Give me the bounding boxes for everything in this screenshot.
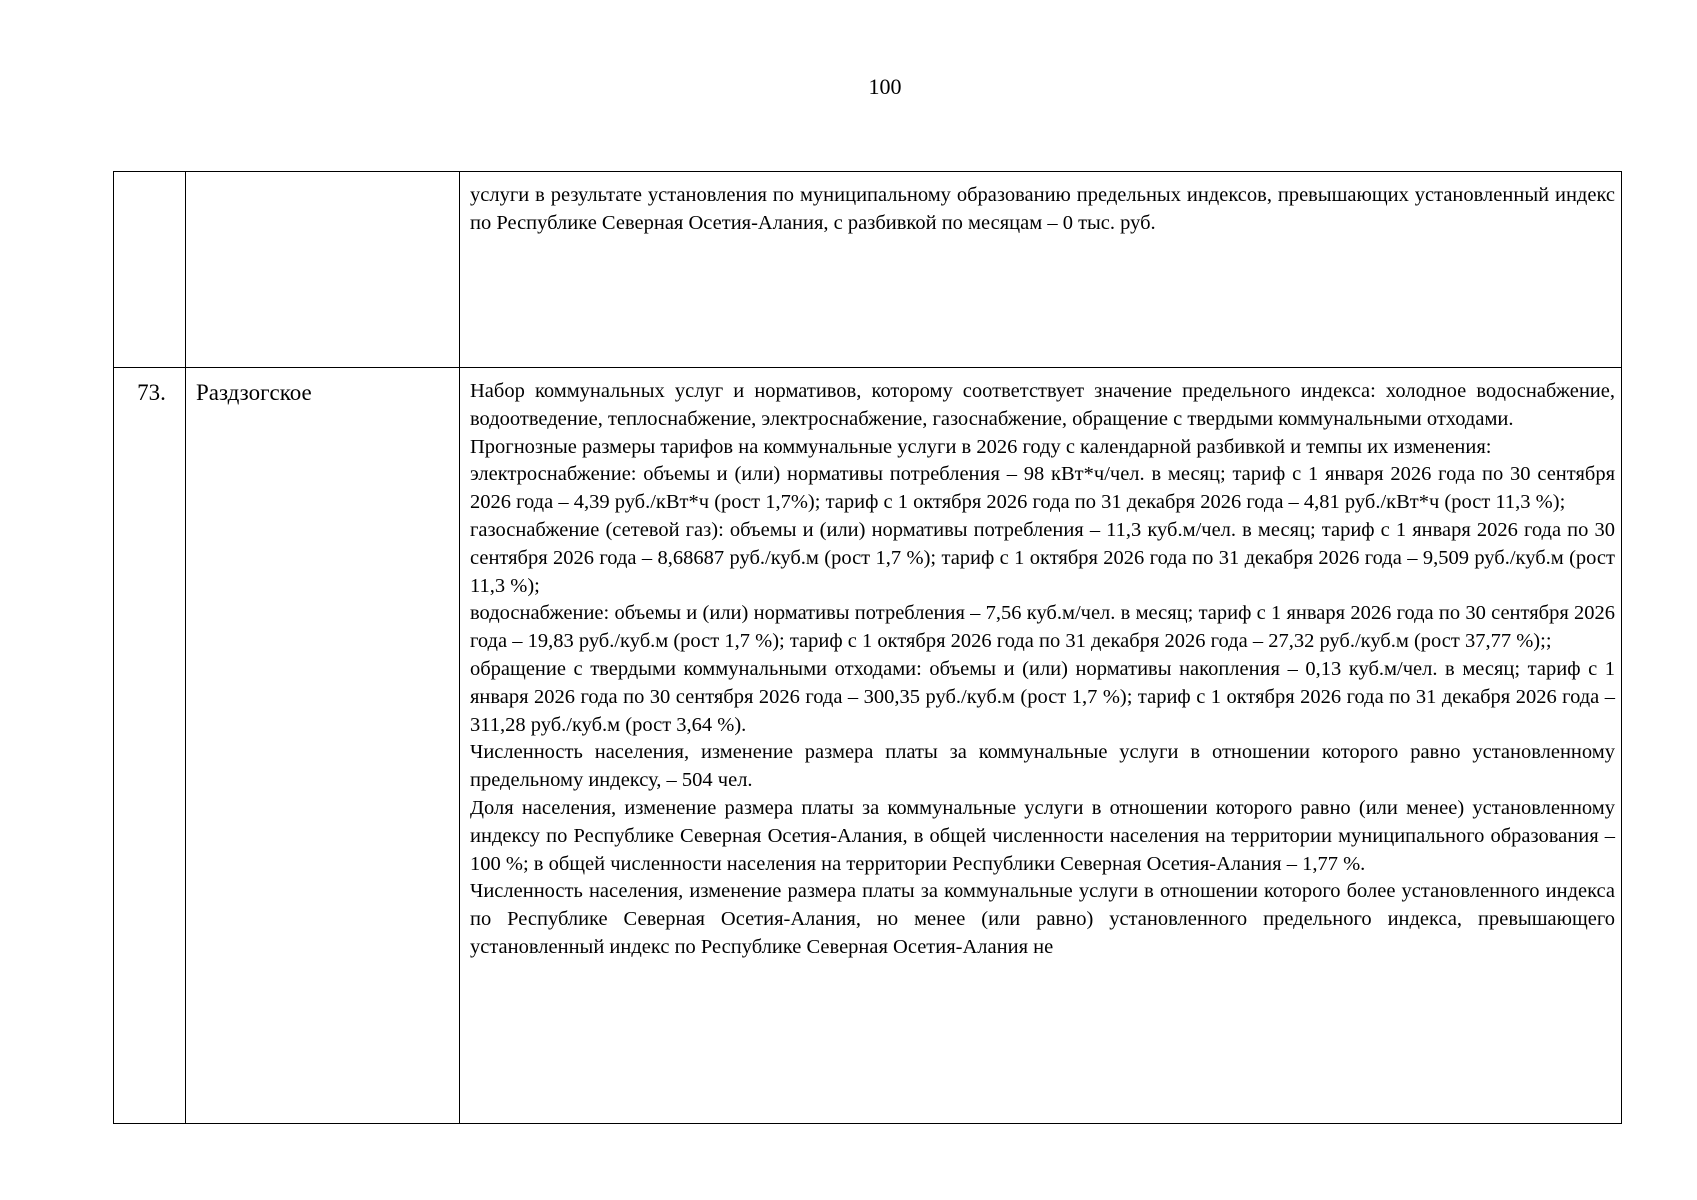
municipality-name-cell: Раздзогское [186, 368, 460, 1124]
tariff-table [113, 171, 1622, 1124]
description-paragraph: Численность населения, изменение размера платы за коммунальные услуги в отношении которого более установленного индекса по Республике Северная Осетия-Алания, но менее (или равно) установленного предельного индекса, превышающего установленный индекс по Республике Северная Осетия-Алания не [470, 880, 1615, 958]
description-paragraph: электроснабжение: объемы и (или) нормативы потребления – 98 кВт*ч/чел. в месяц; тариф с 1 января 2026 года по 30 сентября 2026 года – 4,39 руб./кВт*ч (рост 1,7%); тариф с 1 октября 2026 года по 31 декабря 2026 года – 4,81 руб./кВт*ч (рост 11,3 %); [470, 463, 1615, 514]
description-paragraph: водоснабжение: объемы и (или) нормативы потребления – 7,56 куб.м/чел. в месяц; тариф с 1 января 2026 года по 30 сентября 2026 года – 19,83 руб./куб.м (рост 1,7 %); тариф с 1 октября 2026 года по 31 декабря 2026 года – 27,32 руб./куб.м (рост 37,77 %);; [470, 602, 1615, 653]
table-row [114, 368, 1622, 1124]
description-paragraph: обращение с твердыми коммунальными отходами: объемы и (или) нормативы накопления – 0,13 куб.м/чел. в месяц; тариф с 1 января 2026 года по 30 сентября 2026 года – 300,35 руб./куб.м (рост 1,7 %); тариф с 1 октября 2026 года по 31 декабря 2026 года –311,28 руб./куб.м (рост 3,64 %). [470, 657, 1615, 736]
description-paragraph: Доля населения, изменение размера платы за коммунальные услуги в отношении которого равно (или менее) установленному индексу по Республике Северная Осетия-Алания, в общей численности населения на территории муниципального образования – 100 %; в общей численности населения на территории Республики Северная Осетия-Алания – 1,77 %. [470, 796, 1615, 875]
municipality-name-cell [186, 172, 460, 368]
description-paragraph: Прогнозные размеры тарифов на коммунальные услуги в 2026 году с календарной разбивкой и темпы их изменения: [470, 435, 1492, 458]
table-row [114, 172, 1622, 368]
page-number: 100 [868, 74, 902, 99]
row-number-cell [114, 172, 186, 368]
description-paragraph: газоснабжение (сетевой газ): объемы и (или) нормативы потребления – 11,3 куб.м/чел. в месяц; тариф с 1 января 2026 года по 30 сентября 2026 года – 8,68687 руб./куб.м (рост 1,7 %); тариф с 1 октября 2026 года по 31 декабря 2026 года – 9,509 руб./куб.м (рост 11,3 %); [470, 518, 1615, 597]
description-paragraph: Численность населения, изменение размера платы за коммунальные услуги в отношении которого равно установленному предельному индексу, – 504 чел. [470, 741, 1615, 792]
row-number-cell: 73. [114, 368, 186, 1124]
description-cell [460, 172, 1622, 368]
description-paragraph: услуги в результате установления по муниципальному образованию предельных индексов, превышающих установленный индекс по Республике Северная Осетия-Алания, с разбивкой по месяцам – 0 тыс. руб. [470, 184, 1615, 234]
description-paragraph: Набор коммунальных услуг и нормативов, которому соответствует значение предельного индекса: холодное водоснабжение, водоотведение, теплоснабжение, электроснабжение, газоснабжение, обращение с твердыми коммунальными отходами. [470, 380, 1615, 430]
description-cell [460, 368, 1622, 1124]
